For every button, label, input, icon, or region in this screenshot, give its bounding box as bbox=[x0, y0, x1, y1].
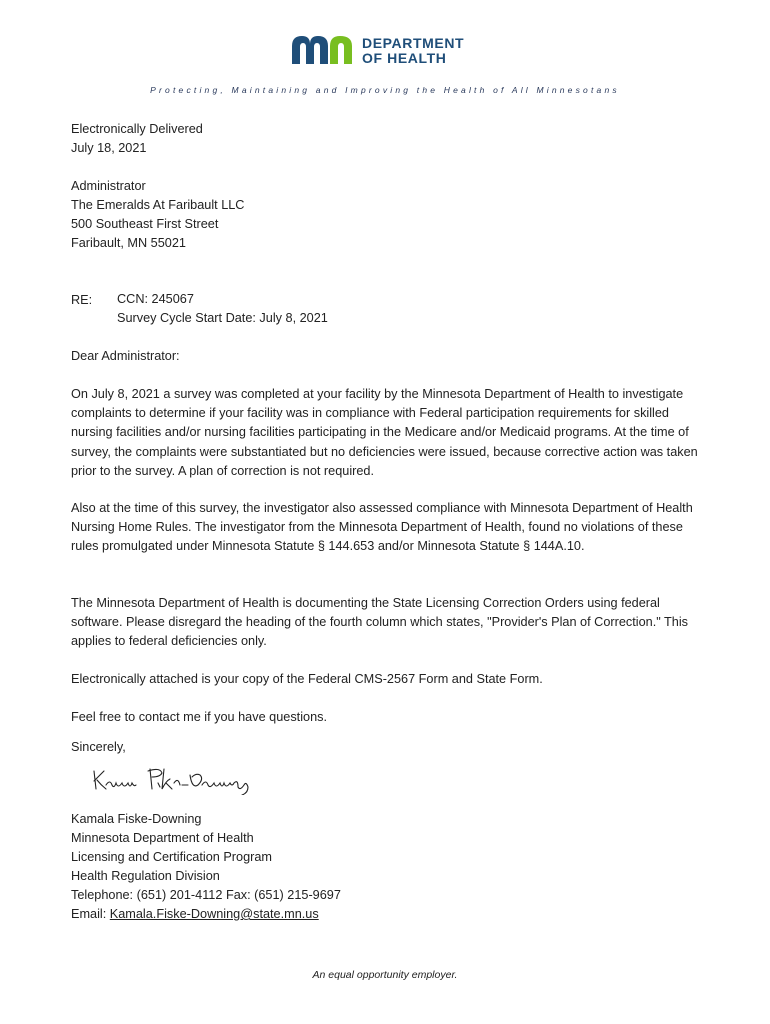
handwritten-signature bbox=[88, 765, 268, 795]
email-label: Email: bbox=[71, 907, 110, 921]
recipient-city: Faribault, MN 55021 bbox=[71, 236, 186, 250]
delivery-note: Electronically Delivered bbox=[71, 122, 203, 136]
email-link[interactable]: Kamala.Fiske-Downing@state.mn.us bbox=[109, 907, 319, 921]
paragraph-1: On July 8, 2021 a survey was completed at your facility by the Minnesota Department of Health to investigate complaints to determine if your facility was in compliance with Federal participation requirements for skilled nursing facilities and/or nursing facilities participating in the Medicare and/or Medicaid programs. At the time of survey, the complaints were substantiated but no deficiencies were issued, because corrective action was taken prior to the survey. A plan of correction is not required. bbox=[71, 387, 698, 478]
letter-date: July 18, 2021 bbox=[71, 141, 147, 155]
re-survey-date: Survey Cycle Start Date: July 8, 2021 bbox=[117, 311, 328, 325]
sender-name: Kamala Fiske-Downing bbox=[71, 812, 202, 826]
logo-wordmark bbox=[362, 36, 464, 66]
mn-logo-mark-icon bbox=[290, 34, 356, 66]
footer-note: An equal opportunity employer. bbox=[312, 969, 458, 981]
recipient-title: Administrator bbox=[71, 179, 146, 193]
recipient-street: 500 Southeast First Street bbox=[71, 217, 219, 231]
sender-dept: Minnesota Department of Health bbox=[71, 831, 254, 845]
paragraph-2: Also at the time of this survey, the investigator also assessed compliance with Minnesota Department of Health Nursing Home Rules. The investigator from the Minnesota Department of Health, found no violations of these rules promulgated under Minnesota Statute § 144.653 and/or Minnesota Statute § 144A.10. bbox=[71, 501, 693, 554]
logo-line-2: OF HEALTH bbox=[362, 50, 447, 66]
mdh-logo bbox=[290, 34, 490, 68]
paragraph-4: Electronically attached is your copy of the Federal CMS-2567 Form and State Form. bbox=[71, 672, 543, 686]
closing: Sincerely, bbox=[71, 740, 126, 754]
re-ccn: CCN: 245067 bbox=[117, 292, 194, 306]
sender-division: Health Regulation Division bbox=[71, 869, 220, 883]
sender-program: Licensing and Certification Program bbox=[71, 850, 272, 864]
recipient-facility: The Emeralds At Faribault LLC bbox=[71, 198, 245, 212]
paragraph-5: Feel free to contact me if you have questions. bbox=[71, 710, 328, 724]
sender-email-line bbox=[71, 905, 319, 924]
paragraph-3: The Minnesota Department of Health is documenting the State Licensing Correction Orders using federal software. Please disregard the heading of the fourth column which states, "Provider's Plan of Correction." This applies to federal deficiencies only. bbox=[71, 596, 688, 649]
logo-line-1: DEPARTMENT bbox=[362, 35, 465, 51]
salutation: Dear Administrator: bbox=[71, 349, 180, 363]
tagline: Protecting, Maintaining and Improving the Health of All Minnesotans bbox=[150, 85, 620, 95]
sender-phone: Telephone: (651) 201-4112 Fax: (651) 215-9697 bbox=[71, 888, 341, 902]
re-label: RE: bbox=[71, 293, 93, 307]
